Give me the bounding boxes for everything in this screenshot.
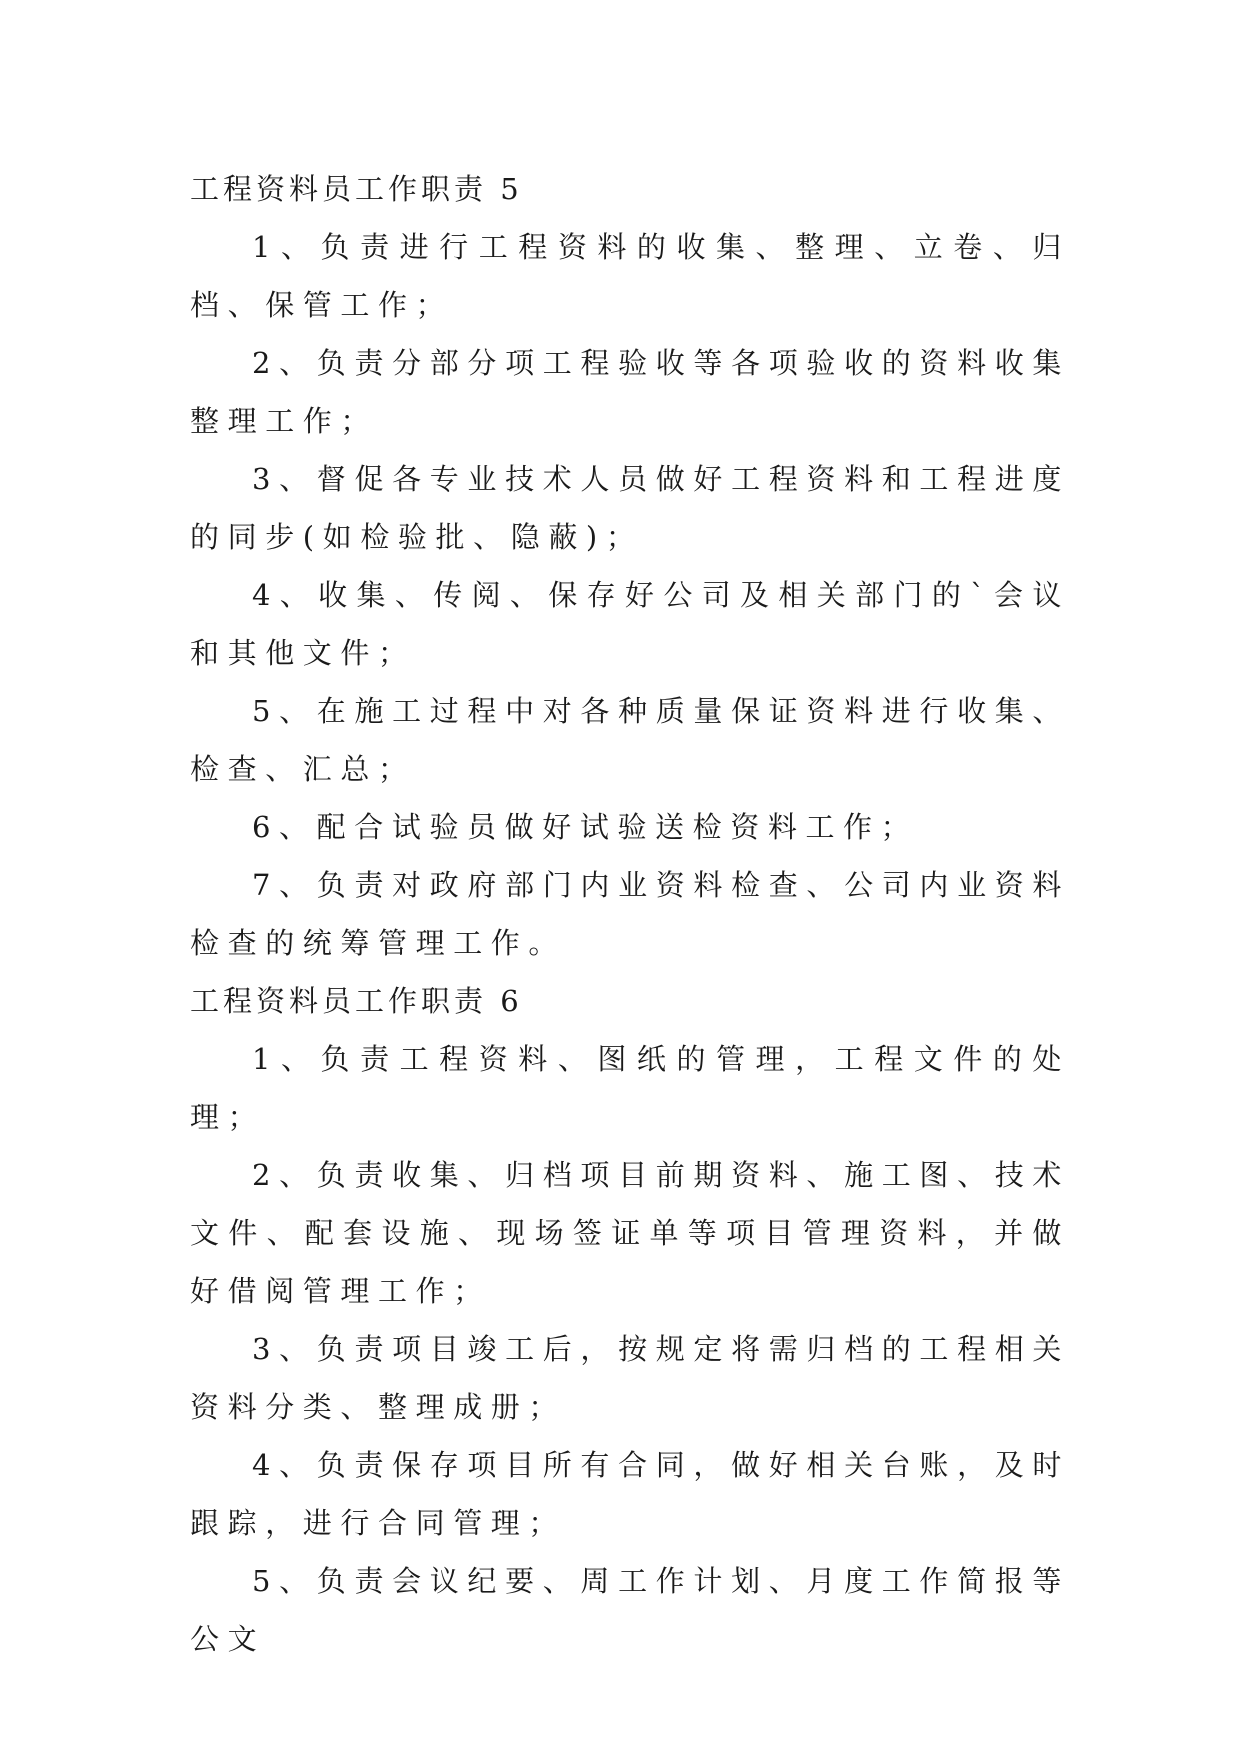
- duty-item: 6、配合试验员做好试验送检资料工作；: [252, 810, 919, 844]
- duty-item: 2、负责分部分项工程验收等各项验收的资料收集整理工作；: [190, 346, 1070, 438]
- section-title: 工程资料员工作职责 5: [190, 172, 523, 206]
- duty-item: 4、负责保存项目所有合同，做好相关台账，及时跟踪，进行合同管理；: [190, 1448, 1070, 1540]
- duty-item: 4、收集、传阅、保存好公司及相关部门的`会议和其他文件；: [190, 578, 1070, 670]
- duty-item: 3、负责项目竣工后，按规定将需归档的工程相关资料分类、整理成册；: [190, 1332, 1070, 1424]
- duty-item: 7、负责对政府部门内业资料检查、公司内业资料检查的统筹管理工作。: [190, 868, 1070, 960]
- duty-item: 1、负责进行工程资料的收集、整理、立卷、归档、保管工作；: [190, 230, 1070, 322]
- duty-item: 5、在施工过程中对各种质量保证资料进行收集、检查、汇总；: [190, 694, 1070, 786]
- section-title: 工程资料员工作职责 6: [190, 984, 523, 1018]
- duty-item: 2、负责收集、归档项目前期资料、施工图、技术文件、配套设施、现场签证单等项目管理资料，并做好借阅管理工作；: [190, 1158, 1070, 1308]
- document-body: [190, 160, 1070, 1668]
- duty-item: 5、负责会议纪要、周工作计划、月度工作简报等公文: [190, 1564, 1070, 1656]
- duty-item: 1、负责工程资料、图纸的管理，工程文件的处理；: [190, 1042, 1070, 1134]
- duty-item: 3、督促各专业技术人员做好工程资料和工程进度的同步(如检验批、隐蔽)；: [190, 462, 1070, 554]
